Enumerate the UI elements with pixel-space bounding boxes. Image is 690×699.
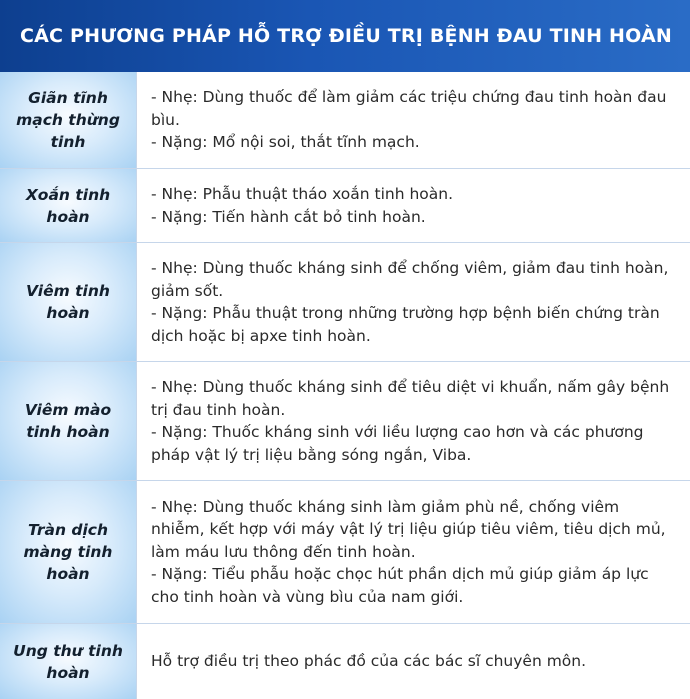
- treatment-description: [137, 481, 690, 623]
- table-row: [0, 624, 690, 699]
- condition-name: Viêm mào tinh hoàn: [0, 362, 137, 480]
- condition-name: Xoắn tinh hoàn: [0, 169, 137, 242]
- treatment-description: [137, 72, 690, 168]
- treatment-line: - Nhẹ: Dùng thuốc để làm giảm các triệu chứng đau tinh hoàn đau bìu.: [151, 88, 667, 129]
- treatment-line: - Nhẹ: Dùng thuốc kháng sinh để chống viêm, giảm đau tinh hoàn, giảm sốt.: [151, 259, 669, 300]
- table-body: [0, 72, 690, 699]
- treatment-description: [137, 362, 690, 480]
- table-row: [0, 169, 690, 243]
- condition-name: Tràn dịch màng tinh hoàn: [0, 481, 137, 623]
- treatment-line: - Nặng: Mổ nội soi, thắt tĩnh mạch.: [151, 133, 420, 152]
- table-row: [0, 481, 690, 624]
- condition-name: Ung thư tinh hoàn: [0, 624, 137, 699]
- treatment-line: - Nhẹ: Dùng thuốc kháng sinh để tiêu diệt vi khuẩn, nấm gây bệnh trị đau tinh hoàn.: [151, 378, 670, 419]
- treatment-description: [137, 243, 690, 361]
- table-row: [0, 243, 690, 362]
- table-row: [0, 362, 690, 481]
- treatment-line: - Nhẹ: Dùng thuốc kháng sinh làm giảm phù nề, chống viêm nhiễm, kết hợp với máy vật lý trị liệu giúp tiêu viêm, tiêu dịch mủ, làm máu lưu thông đến tinh hoàn.: [151, 497, 666, 561]
- treatment-description: [137, 169, 690, 242]
- treatment-line: - Nhẹ: Phẫu thuật tháo xoắn tinh hoàn.: [151, 185, 454, 203]
- table-row: [0, 72, 690, 169]
- treatment-line: - Nặng: Tiến hành cắt bỏ tinh hoàn.: [151, 207, 426, 226]
- condition-name: Giãn tĩnh mạch thừng tinh: [0, 72, 137, 168]
- condition-name: Viêm tinh hoàn: [0, 243, 137, 361]
- treatment-line: Hỗ trợ điều trị theo phác đồ của các bác sĩ chuyên môn.: [151, 652, 587, 671]
- treatment-line: - Nặng: Thuốc kháng sinh với liều lượng cao hơn và các phương pháp vật lý trị liệu bằng sóng ngắn, Viba.: [151, 423, 644, 464]
- treatment-line: - Nặng: Phẫu thuật trong những trường hợp bệnh biến chứng tràn dịch hoặc bị apxe tinh hoàn.: [151, 304, 660, 345]
- treatment-description: [137, 624, 690, 699]
- table-header-title: CÁC PHƯƠNG PHÁP HỖ TRỢ ĐIỀU TRỊ BỆNH ĐAU TINH HOÀN: [0, 0, 690, 72]
- treatment-line: - Nặng: Tiểu phẫu hoặc chọc hút phần dịch mủ giúp giảm áp lực cho tinh hoàn và vùng bìu của nam giới.: [151, 565, 649, 606]
